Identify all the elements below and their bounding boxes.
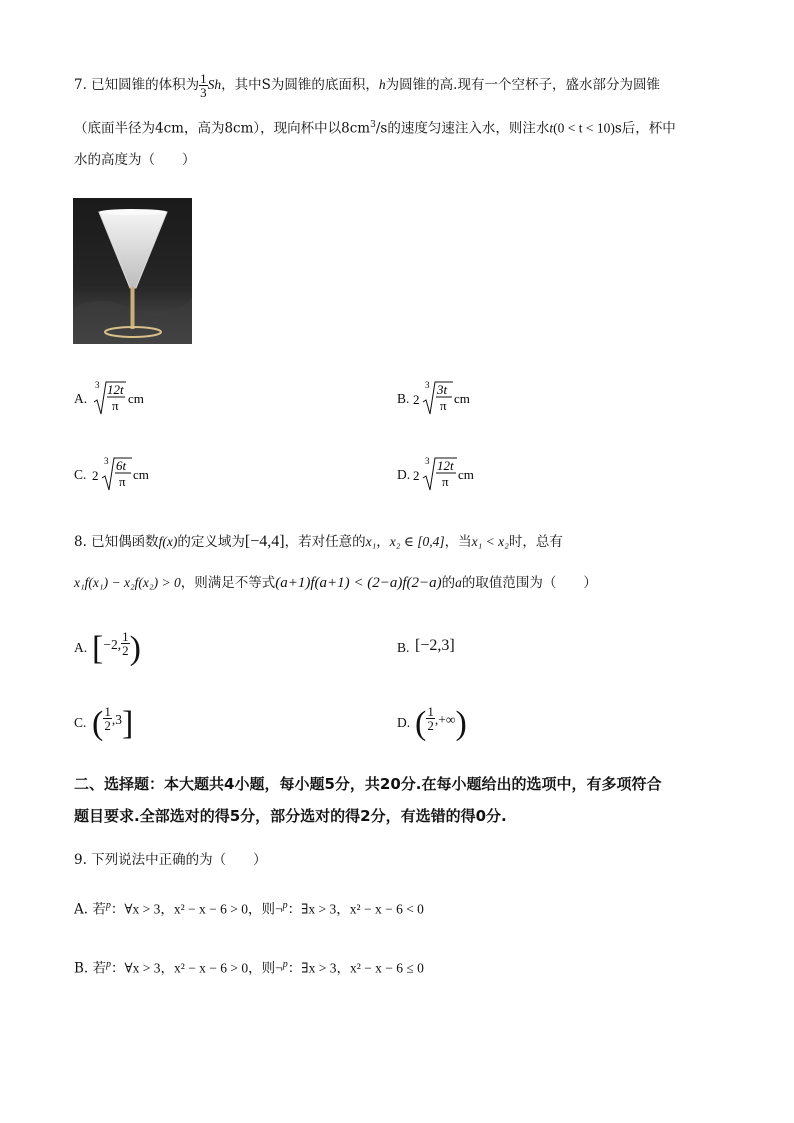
half-fraction: [121, 630, 130, 657]
radicand-numerator: 12t: [437, 458, 454, 473]
radicand-numerator: 12t: [107, 382, 124, 397]
q7-text: 为圆锥的高.现有一个空杯子，盛水部分为圆锥: [385, 77, 660, 93]
option-label: B.: [397, 391, 410, 406]
frac-denominator: 2: [427, 718, 434, 733]
q8-option-a-value: [92, 630, 141, 666]
q7-text: /s的速度匀速注入水，则注水: [375, 120, 550, 137]
option-label: B. 若: [74, 960, 107, 977]
root-index: 3: [95, 380, 100, 390]
q8-option-a[interactable]: [74, 640, 87, 656]
p-var: p: [105, 900, 111, 911]
q7-option-c-radical: [92, 452, 162, 494]
option-label: C.: [74, 715, 87, 730]
q9-stem: [74, 850, 267, 870]
option-text: ：∃x > 3，x² − x − 6 ≤ 0: [287, 960, 424, 976]
section-2-heading-line-1: [74, 774, 661, 794]
left-paren: (: [92, 705, 104, 742]
root-index: 3: [425, 380, 430, 390]
q8-option-c[interactable]: [74, 715, 86, 731]
f-of-x: f(x): [158, 534, 178, 549]
q9-option-b[interactable]: [74, 955, 424, 979]
option-label: D.: [397, 715, 411, 730]
interval-end: ,3: [111, 712, 122, 727]
option-text: ：∀x > 3，x² − x − 6 > 0，则¬: [111, 960, 283, 976]
t-range: (0 < t < 10): [553, 120, 615, 136]
frac-denominator: 2: [122, 643, 129, 658]
frac-numerator: 1: [104, 704, 111, 719]
q8-text: 8. 已知偶函数: [74, 534, 159, 550]
q9-text: 9. 下列说法中正确的为（ ）: [74, 852, 267, 868]
q7-option-c[interactable]: [74, 467, 86, 483]
domain-interval: [−4,4]: [244, 533, 285, 550]
h-var: h: [378, 77, 386, 92]
frac-denominator: 2: [104, 718, 111, 733]
section-2-heading-line-2: [74, 806, 507, 826]
x1-lt-x2: x₁ < x₂: [471, 534, 509, 549]
radicand-denominator: π: [112, 398, 119, 413]
option-label: A.: [74, 640, 88, 655]
a-var: a: [455, 575, 462, 590]
q7-text: 7. 已知圆锥的体积为: [74, 77, 200, 93]
q7-text: （底面半径为4cm，高为8cm），现向杯中以8cm: [74, 120, 371, 137]
coefficient: 2: [413, 392, 420, 407]
q9-option-a[interactable]: [74, 896, 424, 920]
q7-option-b[interactable]: [397, 391, 409, 407]
sh-term: Sh: [207, 77, 222, 92]
frac-numerator: 1: [427, 704, 434, 719]
section-heading-text: 题目要求.全部选对的得5分，部分选对的得2分，有选错的得0分.: [74, 807, 507, 825]
unit: cm: [458, 467, 474, 482]
coefficient: 2: [413, 468, 420, 483]
q8-text: ，: [376, 534, 390, 550]
interval-end: ,+∞: [434, 712, 456, 727]
q8-text: ，则满足不等式: [180, 575, 276, 591]
q7-line-3: [74, 150, 196, 170]
q8-option-d-value: [415, 705, 467, 741]
q8-option-d[interactable]: [397, 715, 410, 731]
unit: cm: [128, 391, 144, 406]
radicand-denominator: π: [442, 474, 449, 489]
interval: [−2,3]: [415, 637, 455, 654]
q8-text: 的: [441, 575, 456, 591]
q8-option-b-value: [415, 637, 455, 655]
inequality-expression: (a+1)f(a+1) < (2−a)f(2−a): [275, 575, 442, 591]
right-paren: ): [129, 630, 141, 667]
x2-in-interval: x₂ ∈ [0,4]: [389, 534, 445, 549]
right-paren: ): [455, 705, 467, 742]
x1-var: x₁: [365, 534, 377, 549]
q7-text: s后，杯中: [614, 120, 676, 137]
q7-option-b-radical: [413, 376, 483, 418]
option-text: ：∀x > 3，x² − x − 6 > 0，则¬: [110, 901, 283, 917]
radicand-numerator: 3t: [437, 382, 448, 397]
option-label: B.: [397, 640, 410, 655]
frac-numerator: 1: [122, 629, 129, 644]
option-label: C.: [74, 467, 87, 482]
condition-expression: x₁f(x₁) − x₂f(x₂) > 0: [74, 575, 181, 590]
p-var: p: [282, 959, 288, 970]
p-var: p: [282, 900, 288, 911]
option-label: D.: [397, 467, 411, 482]
q7-line-1: [74, 72, 660, 99]
section-heading-text: 二、选择题：本大题共4小题，每小题5分，共20分.在每小题给出的选项中，有多项符合: [74, 775, 662, 793]
option-label: A.: [74, 391, 88, 406]
q7-option-d[interactable]: [397, 467, 410, 483]
q8-option-b[interactable]: [397, 640, 409, 656]
half-fraction: [103, 705, 112, 732]
right-bracket: ]: [121, 705, 134, 742]
q8-text: 时，总有: [508, 534, 563, 550]
q7-text: ，其中S为圆锥的底面积，: [221, 77, 379, 93]
radicand-denominator: π: [440, 398, 447, 413]
q8-option-c-value: [92, 705, 133, 741]
q8-text: 的取值范围为（ ）: [461, 575, 597, 591]
radicand-denominator: π: [119, 474, 126, 489]
q7-line-2: [74, 115, 676, 139]
q7-option-a[interactable]: [74, 391, 87, 407]
left-bracket: [: [92, 630, 104, 667]
root-index: 3: [104, 456, 109, 466]
interval-start: −2,: [103, 637, 122, 652]
q7-option-a-radical: [92, 376, 162, 418]
cube-superscript: 3: [370, 120, 376, 130]
frac-denominator: 3: [200, 85, 207, 100]
option-label: A. 若: [74, 901, 106, 918]
one-third-fraction: [199, 72, 208, 99]
coefficient: 2: [92, 468, 99, 483]
martini-glass-photo: [73, 198, 192, 344]
frac-numerator: 1: [200, 71, 207, 86]
radicand-numerator: 6t: [116, 458, 127, 473]
t-var: t: [549, 120, 554, 136]
p-var: p: [106, 959, 112, 970]
q7-text: 水的高度为（ ）: [74, 152, 196, 168]
q8-text: ，当: [444, 534, 472, 550]
q8-line-2: [74, 573, 597, 593]
unit: cm: [133, 467, 149, 482]
option-text: ：∃x > 3，x² − x − 6 < 0: [287, 901, 424, 917]
root-index: 3: [425, 456, 430, 466]
half-fraction: [426, 705, 435, 732]
unit: cm: [454, 391, 470, 406]
left-paren: (: [415, 705, 427, 742]
q8-text: 的定义域为: [177, 534, 245, 550]
q8-text: ，若对任意的: [284, 534, 366, 550]
q8-line-1: [74, 532, 563, 552]
q7-option-d-radical: [413, 452, 489, 494]
